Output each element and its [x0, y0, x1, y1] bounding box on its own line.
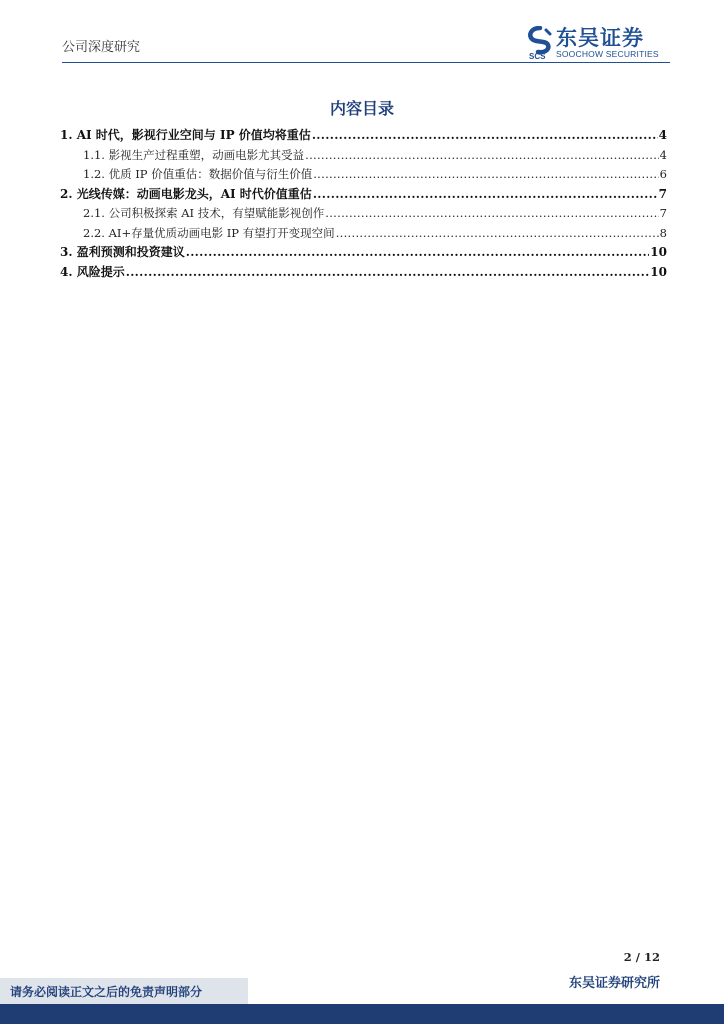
toc-entry-page: 4: [658, 128, 667, 142]
header-divider: [62, 62, 670, 63]
company-logo: [526, 26, 670, 60]
toc-entry-page: 6: [659, 167, 667, 181]
toc-entry-page: 10: [650, 264, 667, 279]
logo-chinese-name: 东吴证券: [556, 26, 644, 50]
toc-entry-4[interactable]: [60, 263, 667, 283]
logo-mark-icon: [526, 26, 554, 60]
toc-entry-2-2[interactable]: [60, 224, 667, 244]
toc-leader-dots: [336, 224, 659, 244]
logo-english-name: SOOCHOW SECURITIES: [556, 49, 659, 59]
toc-entry-label: 2.1. 公司积极探索 AI 技术，有望赋能影视创作: [83, 206, 325, 220]
toc-entry-2[interactable]: [60, 185, 667, 205]
footer-bar: [0, 1004, 724, 1024]
toc-entry-label: 4. 风险提示: [60, 264, 125, 279]
table-of-contents: [60, 126, 667, 282]
toc-leader-dots: [313, 165, 658, 185]
toc-leader-dots: [126, 263, 650, 283]
logo-mark-text: SCS: [529, 52, 546, 60]
toc-leader-dots: [313, 185, 658, 205]
toc-entry-3[interactable]: [60, 243, 667, 263]
toc-title: 内容目录: [329, 99, 394, 118]
toc-entry-page: 10: [650, 245, 667, 259]
toc-entry-label: 2. 光线传媒：动画电影龙头，AI 时代价值重估: [60, 186, 312, 201]
toc-entry-page: 8: [659, 225, 667, 240]
toc-entry-1[interactable]: [60, 126, 667, 146]
page-number: 2 / 12: [623, 950, 660, 964]
disclaimer-notice: 请务必阅读正文之后的免责声明部分: [10, 985, 203, 999]
toc-entry-label: 2.2. AI+存量优质动画电影 IP 有望打开变现空间: [83, 225, 335, 240]
toc-entry-page: 4: [659, 147, 667, 162]
toc-entry-1-1[interactable]: [60, 146, 667, 166]
toc-entry-label: 1. AI 时代，影视行业空间与 IP 价值均将重估: [60, 128, 311, 142]
toc-entry-label: 3. 盈利预测和投资建议: [60, 245, 185, 259]
toc-leader-dots: [325, 204, 658, 224]
toc-leader-dots: [312, 126, 658, 146]
toc-leader-dots: [186, 243, 650, 263]
toc-entry-1-2[interactable]: [60, 165, 667, 185]
page-header-label: 公司深度研究: [62, 40, 141, 55]
toc-entry-2-1[interactable]: [60, 204, 667, 224]
toc-entry-page: 7: [659, 206, 667, 220]
footer-organization: 东吴证券研究所: [568, 976, 660, 991]
toc-entry-page: 7: [658, 186, 667, 201]
toc-leader-dots: [305, 146, 659, 166]
toc-entry-label: 1.2. 优质 IP 价值重估：数据价值与衍生价值: [83, 167, 313, 181]
toc-entry-label: 1.1. 影视生产过程重塑，动画电影尤其受益: [83, 147, 305, 162]
